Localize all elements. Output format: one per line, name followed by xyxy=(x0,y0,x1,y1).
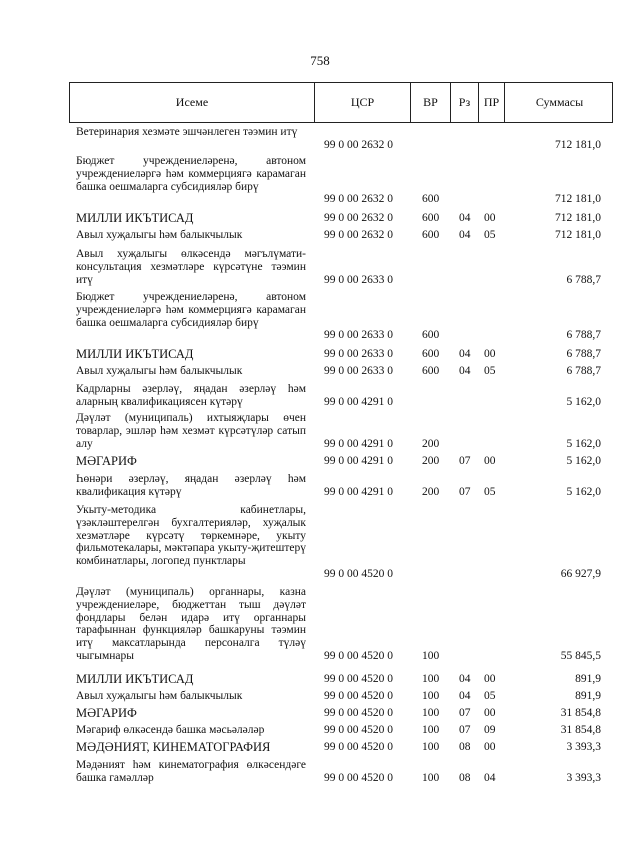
row-name: Мәдәният һәм кинематография өлкәсендәге башка гамәлләр xyxy=(76,759,306,784)
row-csr: 99 0 00 2633 0 xyxy=(324,348,393,360)
row-csr: 99 0 00 4291 0 xyxy=(324,455,393,467)
row-csr: 99 0 00 2633 0 xyxy=(324,329,393,342)
row-vr: 600 xyxy=(422,365,440,377)
page-number: 758 xyxy=(310,53,330,68)
row-name: Авыл хуҗалыгы өлкәсендә мәгълүмати-консультация хезмәтләре күрсәтүне тәэмин итү xyxy=(76,248,306,286)
row-sum: 31 854,8 xyxy=(560,707,601,719)
row-csr: 99 0 00 4291 0 xyxy=(324,485,393,498)
row-rz: 08 xyxy=(459,771,471,784)
row-pr: 05 xyxy=(484,229,496,241)
row-sum: 31 854,8 xyxy=(560,724,601,736)
row-csr: 99 0 00 2633 0 xyxy=(324,273,393,286)
row-name: МӘГАРИФ xyxy=(76,706,137,720)
row-csr: 99 0 00 4520 0 xyxy=(324,741,393,753)
row-sum: 712 181,0 xyxy=(555,229,601,241)
row-name: Бюджет учреждениеләренә, автоном учреждениеләргә һәм коммерциягә карамаган башка оешмаларга субсидияләр бирү xyxy=(76,291,306,329)
table-row xyxy=(0,473,640,499)
table-row xyxy=(0,504,640,581)
row-sum: 5 162,0 xyxy=(566,455,601,467)
row-csr: 99 0 00 4520 0 xyxy=(324,650,393,662)
row-pr: 00 xyxy=(484,212,496,224)
row-csr: 99 0 00 4520 0 xyxy=(324,771,393,784)
row-csr: 99 0 00 4291 0 xyxy=(324,437,393,450)
header-vr: ВР xyxy=(410,83,450,122)
row-csr: 99 0 00 4520 0 xyxy=(324,707,393,719)
row-name: МИЛЛИ ИКЪТИСАД xyxy=(76,347,194,361)
row-name: Укыту-методика кабинетлары, үзәкләштерелгән бухгалтерияләр, хуҗалык хезмәтләре күрсәтү төркемнәре, укыту фильмотекалары, мәктәпара укыту-җитештерү комбинатлары, логопед пунктлары xyxy=(76,504,306,568)
row-sum: 66 927,9 xyxy=(560,568,601,580)
row-pr: 00 xyxy=(484,673,496,685)
row-rz: 08 xyxy=(459,741,471,753)
row-pr: 05 xyxy=(484,690,496,702)
row-rz: 04 xyxy=(459,229,471,241)
header-csr: ЦСР xyxy=(314,83,410,122)
table-row xyxy=(0,724,640,737)
table-row xyxy=(0,291,640,342)
row-sum: 5 162,0 xyxy=(566,395,601,408)
row-sum: 5 162,0 xyxy=(566,437,601,450)
row-rz: 07 xyxy=(459,724,471,736)
row-name: Дәүләт (муниципаль) ихтыяҗлары өчен товарлар, эшләр һәм хезмәт күрсәтүләр сатып алу xyxy=(76,412,306,450)
row-vr: 100 xyxy=(422,650,440,662)
row-sum: 6 788,7 xyxy=(566,365,601,377)
row-sum: 3 393,3 xyxy=(566,741,601,753)
row-pr: 05 xyxy=(484,485,496,498)
row-name: МИЛЛИ ИКЪТИСАД xyxy=(76,211,194,225)
row-pr: 04 xyxy=(484,771,496,784)
row-vr: 200 xyxy=(422,437,440,450)
row-vr: 100 xyxy=(422,707,440,719)
row-csr: 99 0 00 2632 0 xyxy=(324,138,393,151)
table-row xyxy=(0,412,640,450)
table-row xyxy=(0,455,640,468)
row-pr: 09 xyxy=(484,724,496,736)
table-row xyxy=(0,126,640,152)
row-name: Һөнәри әзерләү, яңадан әзерләү һәм квалификация күтәрү xyxy=(76,473,306,498)
row-name: Авыл хуҗалыгы һәм балыкчылык xyxy=(76,365,243,377)
row-name: МИЛЛИ ИКЪТИСАД xyxy=(76,672,194,686)
row-vr: 600 xyxy=(422,348,440,360)
row-csr: 99 0 00 2633 0 xyxy=(324,365,393,377)
row-name: Кадрларны әзерләү, яңадан әзерләү һәм аларның квалификациясен күтәрү xyxy=(76,383,306,408)
row-vr: 100 xyxy=(422,673,440,685)
row-csr: 99 0 00 4520 0 xyxy=(324,568,393,580)
row-vr: 600 xyxy=(422,229,440,241)
row-sum: 6 788,7 xyxy=(566,273,601,286)
row-name: МӘГАРИФ xyxy=(76,454,137,468)
row-sum: 6 788,7 xyxy=(566,329,601,342)
row-csr: 99 0 00 2632 0 xyxy=(324,212,393,224)
row-pr: 00 xyxy=(484,455,496,467)
row-name: Авыл хуҗалыгы һәм балыкчылык xyxy=(76,229,243,241)
row-vr: 200 xyxy=(422,485,440,498)
row-rz: 04 xyxy=(459,348,471,360)
row-rz: 04 xyxy=(459,212,471,224)
row-sum: 55 845,5 xyxy=(560,650,601,662)
row-vr: 100 xyxy=(422,724,440,736)
table-row xyxy=(0,212,640,225)
row-csr: 99 0 00 4520 0 xyxy=(324,673,393,685)
row-csr: 99 0 00 4291 0 xyxy=(324,395,393,408)
table-row xyxy=(0,383,640,409)
table-row xyxy=(0,155,640,206)
row-name: Дәүләт (муниципаль) органнары, казна учреждениеләре, бюджеттан тыш дәүләт фондлары белән идарә итү органнары тарафыннан функцияләр башкаруны тәэмин итү максатларында персоналга түләү чыгымнары xyxy=(76,586,306,662)
row-sum: 5 162,0 xyxy=(566,485,601,498)
row-sum: 891,9 xyxy=(575,673,601,685)
row-rz: 04 xyxy=(459,365,471,377)
row-pr: 05 xyxy=(484,365,496,377)
row-vr: 100 xyxy=(422,741,440,753)
table-row xyxy=(0,365,640,378)
row-pr: 00 xyxy=(484,348,496,360)
row-sum: 712 181,0 xyxy=(555,212,601,224)
table-row xyxy=(0,248,640,286)
row-name: Мәгариф өлкәсендә башка мәсьәләләр xyxy=(76,724,265,736)
row-rz: 07 xyxy=(459,455,471,467)
row-rz: 04 xyxy=(459,690,471,702)
table-row xyxy=(0,586,640,663)
row-rz: 04 xyxy=(459,673,471,685)
table-row xyxy=(0,707,640,720)
row-vr: 200 xyxy=(422,455,440,467)
table-header xyxy=(69,82,613,123)
row-vr: 600 xyxy=(422,329,440,342)
row-rz: 07 xyxy=(459,485,471,498)
row-csr: 99 0 00 4520 0 xyxy=(324,690,393,702)
table-row xyxy=(0,348,640,361)
table-row xyxy=(0,759,640,785)
row-csr: 99 0 00 4520 0 xyxy=(324,724,393,736)
row-name: Бюджет учреждениеләренә, автоном учреждениеләргә һәм коммерциягә карамаган башка оешмаларга субсидияләр бирү xyxy=(76,155,306,193)
table-row xyxy=(0,229,640,242)
row-pr: 00 xyxy=(484,707,496,719)
header-sum: Суммасы xyxy=(504,83,614,122)
row-vr: 100 xyxy=(422,771,440,784)
row-vr: 600 xyxy=(422,212,440,224)
row-vr: 100 xyxy=(422,690,440,702)
row-csr: 99 0 00 2632 0 xyxy=(324,193,393,206)
row-name: Авыл хуҗалыгы һәм балыкчылык xyxy=(76,690,243,702)
row-sum: 3 393,3 xyxy=(566,771,601,784)
table-row xyxy=(0,673,640,686)
header-rz: Рз xyxy=(450,83,478,122)
row-name: МӘДӘНИЯТ, КИНЕМАТОГРАФИЯ xyxy=(76,740,271,754)
row-sum: 712 181,0 xyxy=(555,138,601,151)
row-csr: 99 0 00 2632 0 xyxy=(324,229,393,241)
row-rz: 07 xyxy=(459,707,471,719)
header-pr: ПР xyxy=(478,83,504,122)
row-sum: 712 181,0 xyxy=(555,193,601,206)
header-name: Исеме xyxy=(175,95,209,109)
table-row xyxy=(0,690,640,703)
row-sum: 891,9 xyxy=(575,690,601,702)
row-vr: 600 xyxy=(422,193,440,206)
row-pr: 00 xyxy=(484,741,496,753)
table-row xyxy=(0,741,640,754)
row-sum: 6 788,7 xyxy=(566,348,601,360)
row-name: Ветеринария хезмәте эшчәнлеген тәэмин итү xyxy=(76,126,298,138)
